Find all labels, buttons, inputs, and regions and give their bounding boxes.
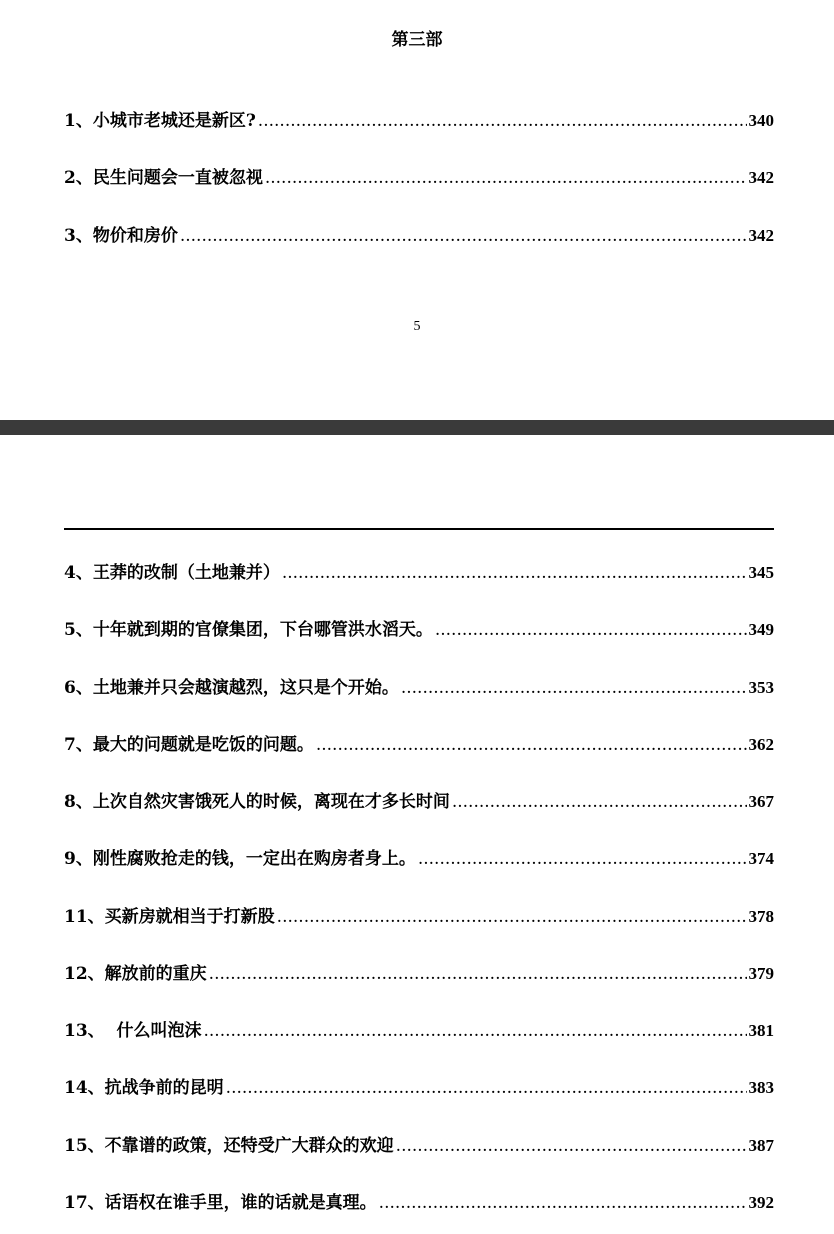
toc-entry[interactable] bbox=[64, 790, 774, 814]
toc-entry-page: 374 bbox=[748, 849, 774, 868]
toc-leader-dots bbox=[265, 166, 747, 190]
toc-entry-page: 378 bbox=[748, 907, 774, 926]
toc-entry-title: 15、不靠谱的政策，还特受广大群众的欢迎 bbox=[64, 1136, 394, 1156]
toc-entry-page: 342 bbox=[748, 226, 774, 245]
toc-entry-title: 17、话语权在谁手里，谁的话就是真理。 bbox=[64, 1193, 377, 1213]
toc-entry-page: 362 bbox=[748, 735, 774, 754]
toc-leader-dots bbox=[277, 905, 747, 929]
toc-entry[interactable] bbox=[64, 1076, 774, 1100]
toc-entry[interactable] bbox=[64, 618, 774, 642]
toc-leader-dots bbox=[379, 1191, 747, 1215]
toc-leader-dots bbox=[258, 109, 747, 133]
toc-entry[interactable] bbox=[64, 962, 774, 986]
toc-entry-title: 13、 什么叫泡沫 bbox=[64, 1021, 202, 1041]
toc-entry-title: 7、最大的问题就是吃饭的问题。 bbox=[64, 735, 314, 755]
page-number: 5 bbox=[413, 319, 421, 334]
toc-entry-page: 345 bbox=[748, 563, 774, 582]
toc-entry-page: 379 bbox=[748, 964, 774, 983]
toc-leader-dots bbox=[435, 618, 747, 642]
toc-leader-dots bbox=[316, 733, 747, 757]
toc-entry-title: 1、小城市老城还是新区? bbox=[64, 111, 256, 131]
document-page-lower bbox=[0, 435, 834, 1234]
toc-leader-dots bbox=[209, 962, 747, 986]
toc-entry-page: 381 bbox=[748, 1021, 774, 1040]
toc-leader-dots bbox=[401, 676, 747, 700]
document-page-upper bbox=[0, 0, 834, 420]
toc-entry[interactable] bbox=[64, 1134, 774, 1158]
toc-entry[interactable] bbox=[64, 733, 774, 757]
toc-leader-dots bbox=[226, 1076, 747, 1100]
toc-entry-title: 11、买新房就相当于打新股 bbox=[64, 907, 275, 927]
toc-leader-dots bbox=[180, 224, 747, 248]
toc-entry[interactable] bbox=[64, 109, 774, 133]
toc-entry-title: 14、抗战争前的昆明 bbox=[64, 1078, 224, 1098]
toc-leader-dots bbox=[418, 847, 747, 871]
toc-entry-page: 340 bbox=[748, 111, 774, 130]
page-separator bbox=[0, 420, 834, 435]
toc-leader-dots bbox=[282, 561, 747, 585]
toc-entry-page: 349 bbox=[748, 620, 774, 639]
toc-leader-dots bbox=[204, 1019, 747, 1043]
toc-entry-title: 12、解放前的重庆 bbox=[64, 964, 207, 984]
toc-entry-title: 3、物价和房价 bbox=[64, 226, 178, 246]
toc-leader-dots bbox=[396, 1134, 747, 1158]
toc-entry-page: 367 bbox=[748, 792, 774, 811]
toc-entry-page: 353 bbox=[748, 678, 774, 697]
toc-entry[interactable] bbox=[64, 1191, 774, 1215]
toc-entry-title: 8、上次自然灾害饿死人的时候，离现在才多长时间 bbox=[64, 792, 450, 812]
toc-entry-page: 342 bbox=[748, 168, 774, 187]
toc-entry-title: 6、土地兼并只会越演越烈，这只是个开始。 bbox=[64, 678, 399, 698]
toc-entry[interactable] bbox=[64, 676, 774, 700]
toc-entry-title: 2、民生问题会一直被忽视 bbox=[64, 168, 263, 188]
toc-entry-title: 4、王莽的改制（土地兼并） bbox=[64, 563, 280, 583]
toc-entry-page: 392 bbox=[748, 1193, 774, 1212]
toc-leader-dots bbox=[452, 790, 747, 814]
toc-entry[interactable] bbox=[64, 847, 774, 871]
toc-entry[interactable] bbox=[64, 224, 774, 248]
toc-entry-title: 9、刚性腐败抢走的钱，一定出在购房者身上。 bbox=[64, 849, 416, 869]
toc-entry-page: 387 bbox=[748, 1136, 774, 1155]
horizontal-rule bbox=[64, 528, 774, 530]
toc-entry[interactable] bbox=[64, 561, 774, 585]
toc-entry[interactable] bbox=[64, 905, 774, 929]
toc-entry-page: 383 bbox=[748, 1078, 774, 1097]
section-title: 第三部 bbox=[391, 30, 443, 50]
toc-entry[interactable] bbox=[64, 1019, 774, 1043]
toc-entry[interactable] bbox=[64, 166, 774, 190]
toc-entry-title: 5、十年就到期的官僚集团，下台哪管洪水滔天。 bbox=[64, 620, 433, 640]
